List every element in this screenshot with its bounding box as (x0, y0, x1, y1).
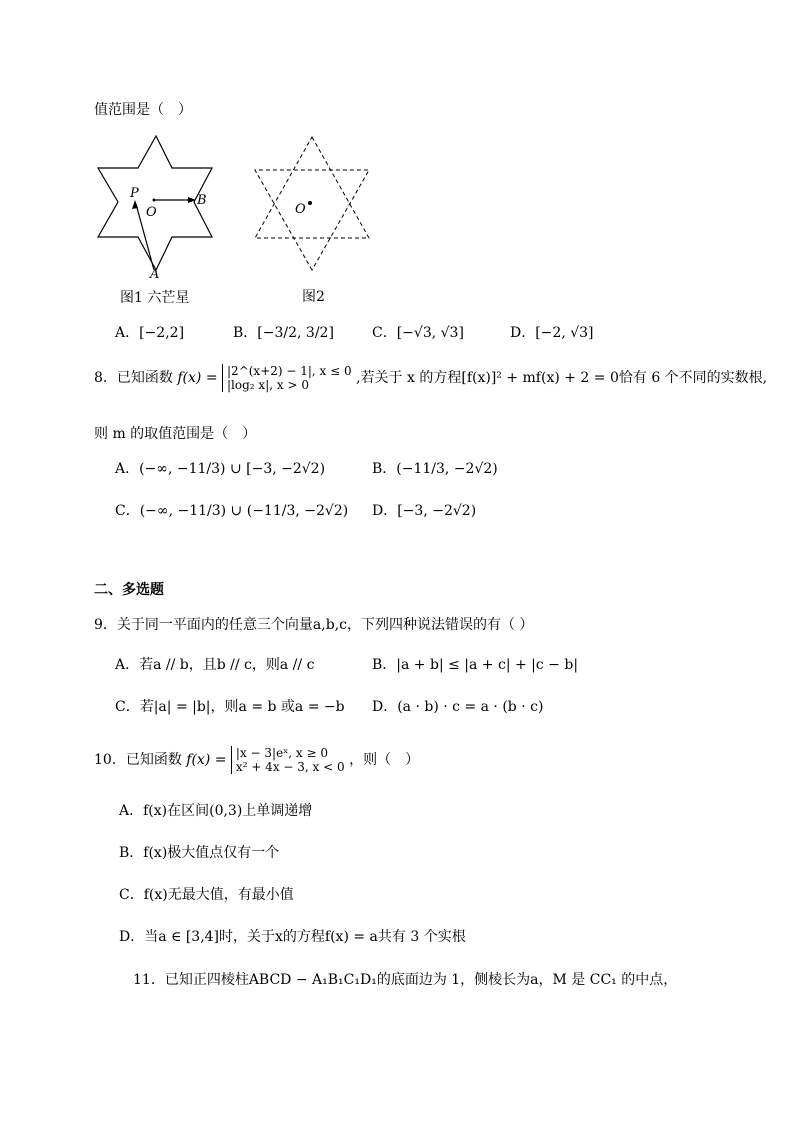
q8-option-b[interactable]: B．(−11/3, −2√2) (372, 461, 498, 477)
figure-1-caption: 图1 六芒星 (120, 290, 190, 306)
q8-piecewise (222, 364, 352, 392)
label-b: B (197, 193, 207, 208)
arrowhead-p (132, 200, 138, 209)
label-o: O (146, 205, 157, 220)
q9-stem: 9．关于同一平面内的任意三个向量a,b,c，下列四种说法错误的有（ ） (94, 617, 534, 633)
triangle-up (255, 137, 369, 238)
q10-piecewise (231, 746, 345, 774)
triangle-down (255, 170, 369, 270)
q10-option-b[interactable]: B．f(x)极大值点仅有一个 (119, 845, 280, 861)
q8-case-2: |log₂ x|, x > 0 (227, 378, 309, 392)
q9-option-b[interactable]: B．|a + b| ≤ |a + c| + |c − b| (372, 657, 579, 673)
point-o-dot (308, 201, 312, 205)
q9-option-c[interactable]: C．若|a| = |b|，则a = b 或a = −b (115, 699, 345, 715)
hexagram-outline (98, 136, 212, 270)
q8-stem-line2: 则 m 的取值范围是（ ） (94, 426, 257, 442)
q8-stem (94, 364, 767, 392)
q10-stem-start: 10．已知函数 (94, 752, 182, 768)
q7-option-d[interactable]: D．[−2, √3] (510, 325, 594, 341)
q10-stem-end: ，则（ ） (349, 752, 420, 768)
q8-case-1: |2^(x+2) − 1|, x ≤ 0 (227, 364, 352, 378)
q7-option-b[interactable]: B．[−3/2, 3/2] (233, 325, 334, 341)
q9-option-d[interactable]: D．(a · b) · c = a · (b · c) (372, 699, 544, 715)
figure-2-dashed-triangles (245, 132, 375, 277)
q7-stem-tail: 值范围是（ ） (94, 102, 192, 118)
q11-stem: 11．已知正四棱柱ABCD − A₁B₁C₁D₁的底面边为 1，侧棱长为a，M 是 CC₁ 的中点， (133, 972, 678, 988)
q10-option-a[interactable]: A．f(x)在区间(0,3)上单调递增 (119, 803, 313, 819)
q8-stem-end: ,若关于 x 的方程[f(x)]² + mf(x) + 2 = 0恰有 6 个不同的实数根, (356, 370, 768, 386)
q10-function-name: f(x) = (186, 752, 227, 768)
q10-stem (94, 746, 419, 774)
arrowhead-b (188, 197, 196, 203)
figure-2-caption: 图2 (302, 289, 325, 305)
q8-option-a[interactable]: A．(−∞, −11/3) ∪ [−3, −2√2) (115, 461, 326, 477)
q8-function-name: f(x) = (177, 370, 218, 386)
q10-option-d[interactable]: D．当a ∈ [3,4]时，关于x的方程f(x) = a共有 3 个实根 (119, 929, 466, 945)
figure-1-hexagram (90, 130, 220, 280)
q8-stem-start: 8．已知函数 (94, 370, 173, 386)
q7-option-c[interactable]: C．[−√3, √3] (372, 325, 464, 341)
label-p: P (130, 186, 139, 201)
q9-option-a[interactable]: A．若a // b，且b // c，则a // c (115, 657, 315, 673)
label-o: O (295, 202, 306, 217)
q8-option-d[interactable]: D．[−3, −2√2) (372, 503, 477, 519)
label-a: A (150, 267, 160, 280)
q10-option-c[interactable]: C．f(x)无最大值，有最小值 (119, 887, 294, 903)
q7-option-a[interactable]: A．[−2,2] (115, 325, 185, 341)
q8-option-c[interactable]: C．(−∞, −11/3) ∪ (−11/3, −2√2) (115, 503, 349, 519)
section-2-title: 二、多选题 (94, 582, 164, 598)
q10-case-1: |x − 3|eˣ, x ≥ 0 (235, 746, 328, 760)
q10-case-2: x² + 4x − 3, x < 0 (235, 760, 345, 774)
